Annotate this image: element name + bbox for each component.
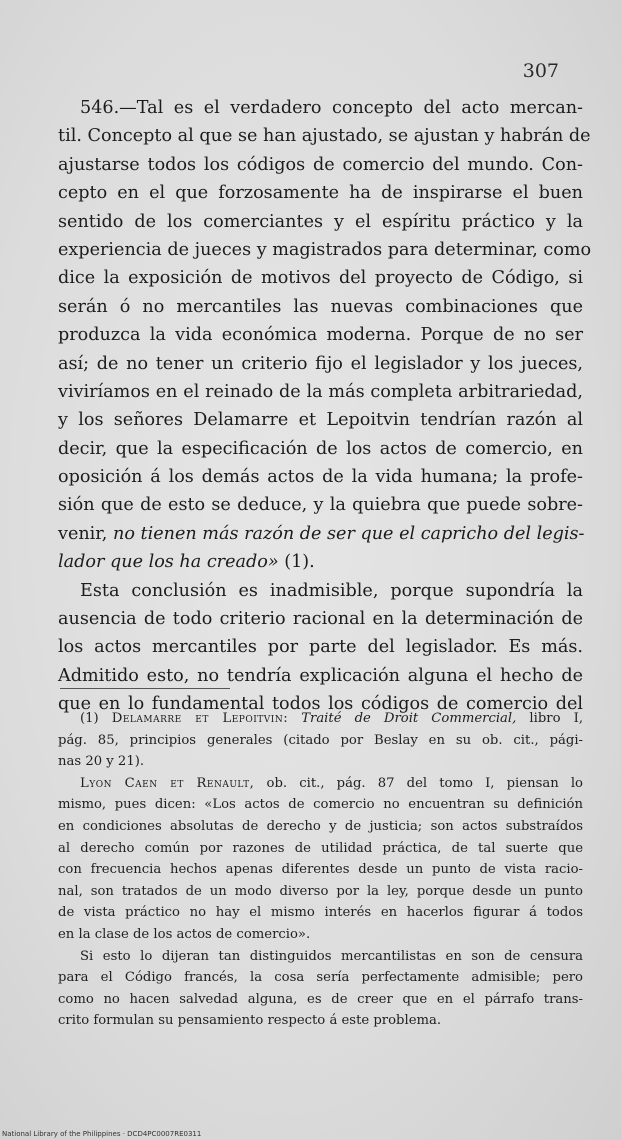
footnote-marker: (1) bbox=[80, 711, 112, 726]
text-line: los actos mercantiles por parte del legislador. Es más. bbox=[58, 637, 583, 658]
footnote-line: con frecuencia hechos apenas diferentes desde un punto de vista racio- bbox=[58, 862, 583, 878]
text-line: serán ó no mercantiles las nuevas combinaciones que bbox=[58, 296, 583, 317]
text-line: ausencia de todo criterio racional en la determinación de bbox=[58, 609, 583, 630]
text-line bbox=[58, 520, 583, 548]
text-fragment: libro I, bbox=[516, 711, 584, 726]
italic-quote: no tienen más razón de ser que el capricho del legis- bbox=[112, 523, 585, 544]
footnote-title: Traité de Droit Commercial, bbox=[288, 711, 517, 726]
text-line bbox=[58, 548, 583, 576]
text-line: produzca la vida económica moderna. Porque de no ser bbox=[58, 325, 583, 346]
footnote-line: en condiciones absolutas de derecho y de justicia; son actos substraídos bbox=[58, 818, 583, 834]
text-line: ajustarse todos los códigos de comercio del mundo. Con- bbox=[58, 154, 583, 175]
text-line: cepto en el que forzosamente ha de inspirarse el buen bbox=[58, 183, 583, 204]
footnote-line: en la clase de los actos de comercio». bbox=[58, 926, 311, 942]
text-line: sentido de los comerciantes y el espíritu práctico y la bbox=[58, 211, 583, 232]
text-line: viviríamos en el reinado de la más completa arbitrariedad, bbox=[58, 381, 583, 402]
text-line: til. Concepto al que se han ajustado, se ajustan y habrán de bbox=[58, 126, 591, 147]
footnote-ref: (1). bbox=[278, 552, 315, 573]
text-line: 546.—Tal es el verdadero concepto del acto mercan- bbox=[80, 98, 583, 118]
footnote-line bbox=[58, 708, 583, 730]
footnote-line: para el Código francés, la cosa sería perfectamente admisible; pero bbox=[58, 970, 583, 986]
footnote-authors: Delamarre et Lepoitvin: bbox=[111, 711, 289, 726]
footnotes bbox=[58, 708, 583, 1032]
footnote-line: nal, son tratados de un modo diverso por la ley, porque desde un punto bbox=[58, 883, 583, 899]
footnote-line: pág. 85, principios generales (citado por Beslay en su ob. cit., pági- bbox=[58, 732, 583, 748]
text-line: dice la exposición de motivos del proyecto de Código, si bbox=[58, 268, 583, 289]
footnote-line: como no hacen salvedad alguna, es de creer que en el párrafo trans- bbox=[58, 991, 583, 1007]
footnote-line: mismo, pues dicen: «Los actos de comercio no encuentran su definición bbox=[58, 797, 583, 813]
text-line: sión que de esto se deduce, y la quiebra que puede sobre- bbox=[58, 495, 583, 516]
footnote-line: al derecho común por razones de utilidad práctica, de tal suerte que bbox=[58, 840, 583, 856]
footnote-line: Si esto lo dijeran tan distinguidos mercantilistas en son de censura bbox=[80, 948, 583, 964]
footnote-line: de vista práctico no hay el mismo interés en hacerlos figurar á todos bbox=[58, 905, 583, 921]
scan-footer: National Library of the Philippines · DCD4PC0007RE0311 bbox=[2, 1130, 202, 1138]
footnote-line: crito formulan su pensamiento respecto á este problema. bbox=[58, 1013, 442, 1029]
text-line: decir, que la especificación de los actos de comercio, en bbox=[58, 438, 583, 459]
text-line: Esta conclusión es inadmisible, porque supondría la bbox=[80, 580, 583, 601]
footnote-line bbox=[58, 773, 583, 795]
text-line: oposición á los demás actos de la vida humana; la profe- bbox=[58, 467, 583, 488]
text-fragment: ob. cit., pág. 87 del tomo I, piensan lo bbox=[254, 775, 583, 791]
text-line: Admitido esto, no tendría explicación alguna el hecho de bbox=[58, 665, 583, 686]
page-number: 307 bbox=[522, 60, 559, 82]
footnote-line: nas 20 y 21). bbox=[58, 754, 145, 770]
text-line: y los señores Delamarre et Lepoitvin tendrían razón al bbox=[58, 410, 583, 431]
text-fragment: venir, bbox=[58, 523, 113, 544]
text-line: experiencia de jueces y magistrados para determinar, como bbox=[58, 239, 592, 260]
footnote-divider bbox=[60, 688, 230, 689]
italic-quote: lador que los ha creado» bbox=[58, 552, 279, 573]
main-text bbox=[58, 94, 592, 719]
footnote-authors: Lyon Caen et Renault, bbox=[80, 775, 255, 791]
text-line: así; de no tener un criterio fijo el legislador y los jueces, bbox=[58, 353, 583, 374]
text-line: que en lo fundamental todos los códigos de comercio del bbox=[58, 694, 583, 715]
